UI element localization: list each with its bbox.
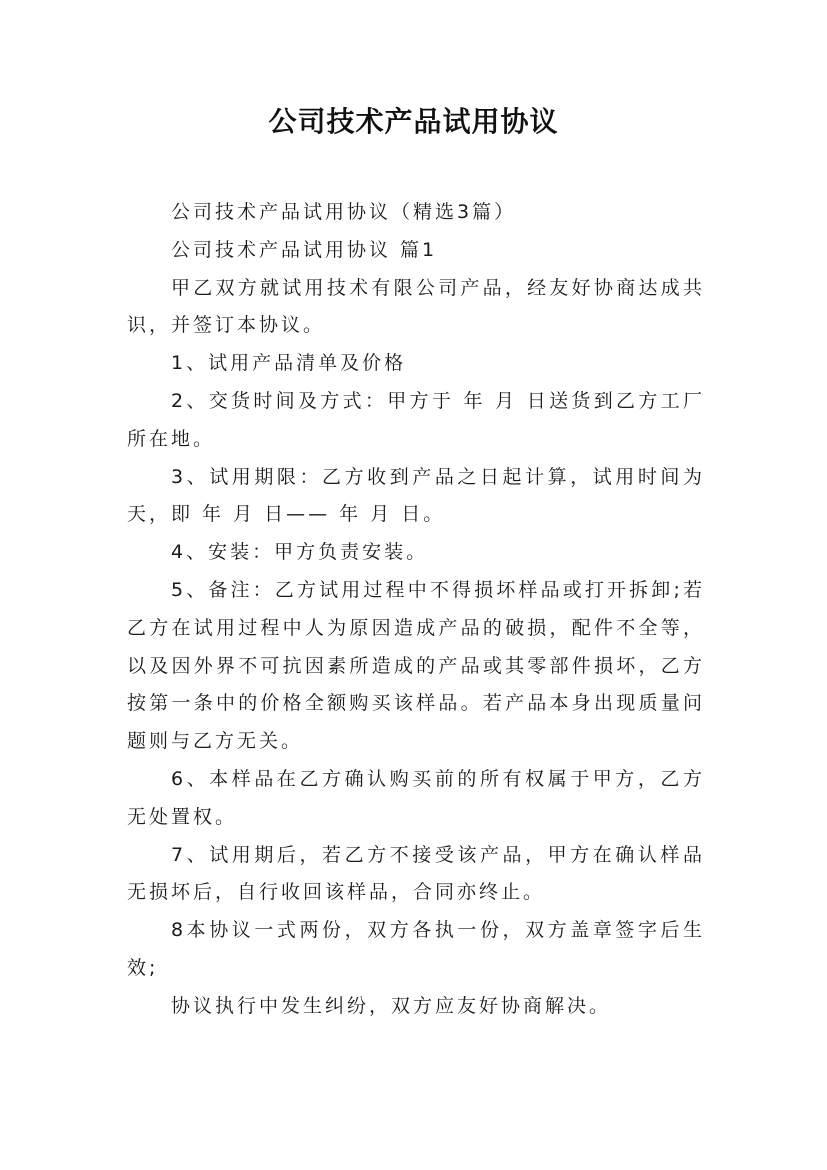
paragraph-clause-6: 6、本样品在乙方确认购买前的所有权属于甲方，乙方无处置权。 bbox=[127, 767, 705, 828]
paragraph-subtitle: 公司技术产品试用协议（精选3篇） bbox=[171, 201, 517, 223]
paragraph-clause-5: 5、备注：乙方试用过程中不得损坏样品或打开拆卸;若乙方在试用过程中人为原因造成产品的破损，配件不全等，以及因外界不可抗因素所造成的产品或其零部件损坏，乙方按第一条中的价格全额购买该样品。若产品本身出现质量问题则与乙方无关。 bbox=[127, 578, 705, 753]
document-body bbox=[127, 194, 705, 1026]
document-title: 公司技术产品试用协议 bbox=[268, 105, 559, 138]
paragraph-intro: 甲乙双方就试用技术有限公司产品，经友好协商达成共识，并签订本协议。 bbox=[127, 276, 705, 337]
paragraph-clause-1: 1、试用产品清单及价格 bbox=[171, 352, 407, 375]
paragraph-clause-4: 4、安装：甲方负责安装。 bbox=[171, 541, 429, 564]
paragraph-clause-8: 8本协议一式两份，双方各执一份，双方盖章签字后生效; bbox=[127, 919, 705, 979]
paragraph-section-heading: 公司技术产品试用协议 篇1 bbox=[171, 238, 438, 261]
paragraph-clause-7: 7、试用期后，若乙方不接受该产品，甲方在确认样品无损坏后，自行收回该样品，合同亦终止。 bbox=[127, 843, 705, 904]
paragraph-clause-2: 2、交货时间及方式：甲方于 年 月 日送货到乙方工厂所在地。 bbox=[127, 389, 705, 450]
paragraph-dispute: 协议执行中发生纠纷，双方应友好协商解决。 bbox=[171, 994, 612, 1017]
paragraph-clause-3: 3、试用期限：乙方收到产品之日起计算，试用时间为天，即 年 月 日—— 年 月 日。 bbox=[127, 465, 705, 526]
